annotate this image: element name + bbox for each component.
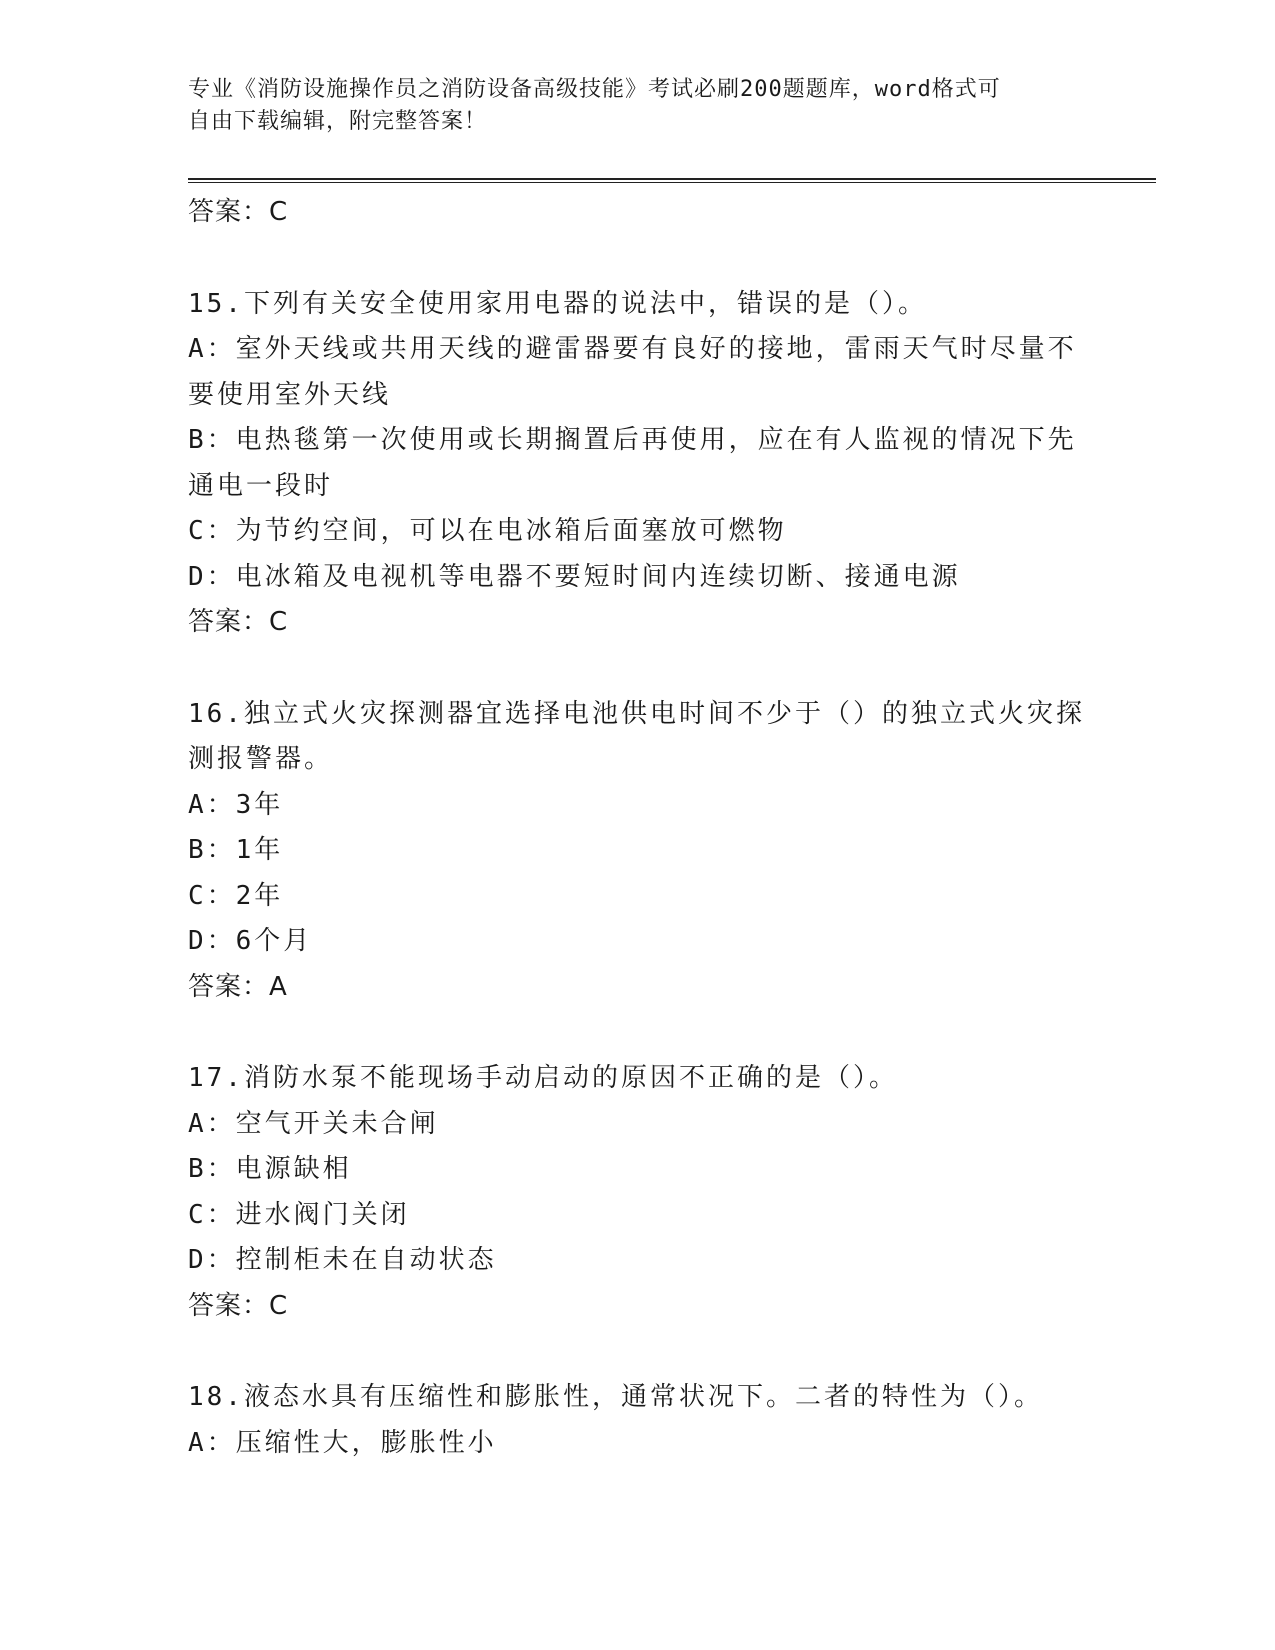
question-stem: 17.消防水泵不能现场手动启动的原因不正确的是（）。 <box>188 1063 898 1093</box>
spacer <box>188 1010 1088 1056</box>
question-15 <box>188 282 1088 646</box>
option-c: C：为节约空间，可以在电冰箱后面塞放可燃物 <box>188 516 787 546</box>
option-d: D：6个月 <box>188 926 313 956</box>
question-stem: 15.下列有关安全使用家用电器的说法中，错误的是（）。 <box>188 288 927 319</box>
question-list <box>188 190 1088 1466</box>
answer-previous: 答案：C <box>188 197 289 227</box>
option-d: D：控制柜未在自动状态 <box>188 1245 497 1275</box>
option-c: C：进水阀门关闭 <box>188 1199 410 1230</box>
question-stem: 18.液态水具有压缩性和膨胀性，通常状况下。二者的特性为（）。 <box>188 1382 1043 1412</box>
spacer <box>188 1329 1088 1375</box>
answer: 答案：C <box>188 607 289 637</box>
page-header <box>188 74 1068 138</box>
question-stem: 16.独立式火灾探测器宜选择电池供电时间不少于（）的独立式火灾探 <box>188 698 1085 729</box>
option-a-continued: 要使用室外天线 <box>188 379 392 410</box>
option-b: B：电源缺相 <box>188 1154 352 1184</box>
option-a: A：3年 <box>188 789 284 820</box>
option-b: B：1年 <box>188 835 284 865</box>
header-line-1: 专业《消防设施操作员之消防设备高级技能》考试必刷200题题库，word格式可 <box>188 77 1001 102</box>
header-line-2: 自由下载编辑，附完整答案！ <box>188 109 488 134</box>
option-a: A：室外天线或共用天线的避雷器要有良好的接地，雷雨天气时尽量不 <box>188 334 1077 364</box>
spacer <box>188 236 1088 282</box>
option-d: D：电冰箱及电视机等电器不要短时间内连续切断、接通电源 <box>188 561 961 592</box>
question-16 <box>188 692 1088 1011</box>
spacer <box>188 646 1088 692</box>
option-a: A：压缩性大，膨胀性小 <box>188 1427 497 1458</box>
question-18 <box>188 1375 1088 1466</box>
option-a: A：空气开关未合闸 <box>188 1108 439 1139</box>
header-divider-thin <box>188 182 1156 183</box>
answer: 答案：C <box>188 1290 289 1321</box>
answer: 答案：A <box>188 971 288 1002</box>
header-divider-thick <box>188 178 1156 180</box>
option-b: B：电热毯第一次使用或长期搁置后再使用，应在有人监视的情况下先 <box>188 425 1077 455</box>
option-c: C：2年 <box>188 880 284 911</box>
question-17 <box>188 1056 1088 1329</box>
option-b-continued: 通电一段时 <box>188 470 334 501</box>
question-stem-continued: 测报警器。 <box>188 744 334 774</box>
